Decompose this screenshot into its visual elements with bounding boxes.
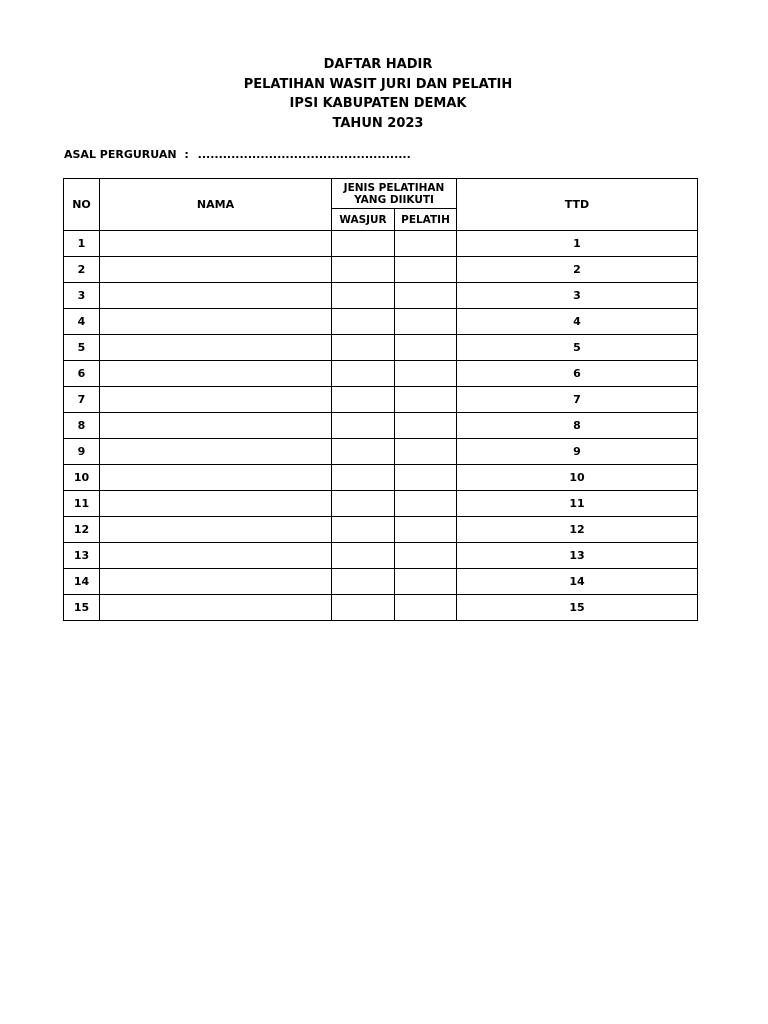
ttd-cell[interactable] [457, 569, 698, 595]
nama-cell[interactable] [100, 335, 332, 361]
row-no: 3 [64, 283, 100, 309]
row-no: 6 [64, 361, 100, 387]
row-no: 7 [64, 387, 100, 413]
row-no: 2 [64, 257, 100, 283]
ttd-number: 9 [573, 445, 581, 458]
ttd-cell[interactable] [457, 309, 698, 335]
ttd-cell[interactable] [457, 491, 698, 517]
ttd-cell[interactable] [457, 283, 698, 309]
ttd-number: 12 [569, 523, 585, 536]
pelatih-cell[interactable] [395, 231, 457, 257]
nama-cell[interactable] [100, 543, 332, 569]
pelatih-cell[interactable] [395, 283, 457, 309]
table-row [64, 387, 698, 413]
row-no: 14 [64, 569, 100, 595]
pelatih-cell[interactable] [395, 569, 457, 595]
ttd-cell[interactable] [457, 465, 698, 491]
asal-perguruan-separator: : [184, 148, 189, 161]
ttd-number: 15 [569, 601, 585, 614]
ttd-number: 7 [573, 393, 581, 406]
wasjur-cell[interactable] [332, 257, 395, 283]
table-row [64, 361, 698, 387]
ttd-cell[interactable] [457, 517, 698, 543]
nama-cell[interactable] [100, 517, 332, 543]
ttd-number: 14 [569, 575, 585, 588]
row-no: 1 [64, 231, 100, 257]
ttd-cell[interactable] [457, 231, 698, 257]
pelatih-cell[interactable] [395, 491, 457, 517]
nama-cell[interactable] [100, 387, 332, 413]
row-no: 9 [64, 439, 100, 465]
asal-perguruan-line [64, 148, 411, 161]
pelatih-cell[interactable] [395, 595, 457, 621]
header-jenis-pelatihan: JENIS PELATIHAN YANG DIIKUTI [332, 179, 457, 209]
ttd-number: 2 [573, 263, 581, 276]
nama-cell[interactable] [100, 439, 332, 465]
ttd-cell[interactable] [457, 595, 698, 621]
table-row [64, 465, 698, 491]
ttd-number: 1 [573, 237, 581, 250]
wasjur-cell[interactable] [332, 465, 395, 491]
ttd-cell[interactable] [457, 543, 698, 569]
nama-cell[interactable] [100, 309, 332, 335]
nama-cell[interactable] [100, 231, 332, 257]
table-row [64, 309, 698, 335]
nama-cell[interactable] [100, 283, 332, 309]
title-line-1: DAFTAR HADIR [323, 57, 433, 72]
ttd-cell[interactable] [457, 335, 698, 361]
table-row [64, 595, 698, 621]
nama-cell[interactable] [100, 595, 332, 621]
pelatih-cell[interactable] [395, 543, 457, 569]
table-row [64, 257, 698, 283]
ttd-number: 13 [569, 549, 585, 562]
pelatih-cell[interactable] [395, 517, 457, 543]
ttd-number: 8 [573, 419, 581, 432]
wasjur-cell[interactable] [332, 361, 395, 387]
header-nama: NAMA [100, 179, 332, 231]
pelatih-cell[interactable] [395, 439, 457, 465]
row-no: 12 [64, 517, 100, 543]
wasjur-cell[interactable] [332, 439, 395, 465]
nama-cell[interactable] [100, 413, 332, 439]
row-no: 4 [64, 309, 100, 335]
wasjur-cell[interactable] [332, 491, 395, 517]
wasjur-cell[interactable] [332, 309, 395, 335]
wasjur-cell[interactable] [332, 335, 395, 361]
nama-cell[interactable] [100, 569, 332, 595]
table-row [64, 517, 698, 543]
header-ttd: TTD [457, 179, 698, 231]
nama-cell[interactable] [100, 257, 332, 283]
row-no: 11 [64, 491, 100, 517]
pelatih-cell[interactable] [395, 361, 457, 387]
table-row [64, 543, 698, 569]
ttd-cell[interactable] [457, 361, 698, 387]
nama-cell[interactable] [100, 465, 332, 491]
pelatih-cell[interactable] [395, 465, 457, 491]
table-row [64, 283, 698, 309]
pelatih-cell[interactable] [395, 387, 457, 413]
ttd-cell[interactable] [457, 257, 698, 283]
wasjur-cell[interactable] [332, 595, 395, 621]
pelatih-cell[interactable] [395, 257, 457, 283]
ttd-cell[interactable] [457, 439, 698, 465]
ttd-number: 10 [569, 471, 585, 484]
ttd-number: 6 [573, 367, 581, 380]
ttd-cell[interactable] [457, 413, 698, 439]
asal-perguruan-dots: ................................................... [197, 148, 411, 161]
nama-cell[interactable] [100, 361, 332, 387]
wasjur-cell[interactable] [332, 231, 395, 257]
row-no: 8 [64, 413, 100, 439]
row-no: 13 [64, 543, 100, 569]
wasjur-cell[interactable] [332, 283, 395, 309]
ttd-number: 3 [573, 289, 581, 302]
table-row [64, 231, 698, 257]
row-no: 10 [64, 465, 100, 491]
attendance-table [63, 178, 698, 621]
table-row [64, 439, 698, 465]
title-line-3: IPSI KABUPATEN DEMAK [289, 96, 467, 111]
document-title [0, 55, 756, 133]
pelatih-cell[interactable] [395, 309, 457, 335]
asal-perguruan-label: ASAL PERGURUAN [64, 148, 177, 161]
table-row [64, 413, 698, 439]
attendance-rows [64, 231, 698, 621]
nama-cell[interactable] [100, 491, 332, 517]
pelatih-cell[interactable] [395, 335, 457, 361]
wasjur-cell[interactable] [332, 569, 395, 595]
row-no: 15 [64, 595, 100, 621]
table-row [64, 335, 698, 361]
title-line-4: TAHUN 2023 [332, 115, 424, 131]
wasjur-cell[interactable] [332, 543, 395, 569]
table-row [64, 491, 698, 517]
wasjur-cell[interactable] [332, 517, 395, 543]
header-no: NO [64, 179, 100, 231]
ttd-number: 5 [573, 341, 581, 354]
pelatih-cell[interactable] [395, 413, 457, 439]
table-row [64, 569, 698, 595]
header-wasjur: WASJUR [332, 209, 395, 231]
ttd-number: 11 [569, 497, 585, 510]
ttd-cell[interactable] [457, 387, 698, 413]
wasjur-cell[interactable] [332, 387, 395, 413]
row-no: 5 [64, 335, 100, 361]
wasjur-cell[interactable] [332, 413, 395, 439]
header-pelatih: PELATIH [395, 209, 457, 231]
title-line-2: PELATIHAN WASIT JURI DAN PELATIH [243, 76, 513, 92]
ttd-number: 4 [573, 315, 581, 328]
